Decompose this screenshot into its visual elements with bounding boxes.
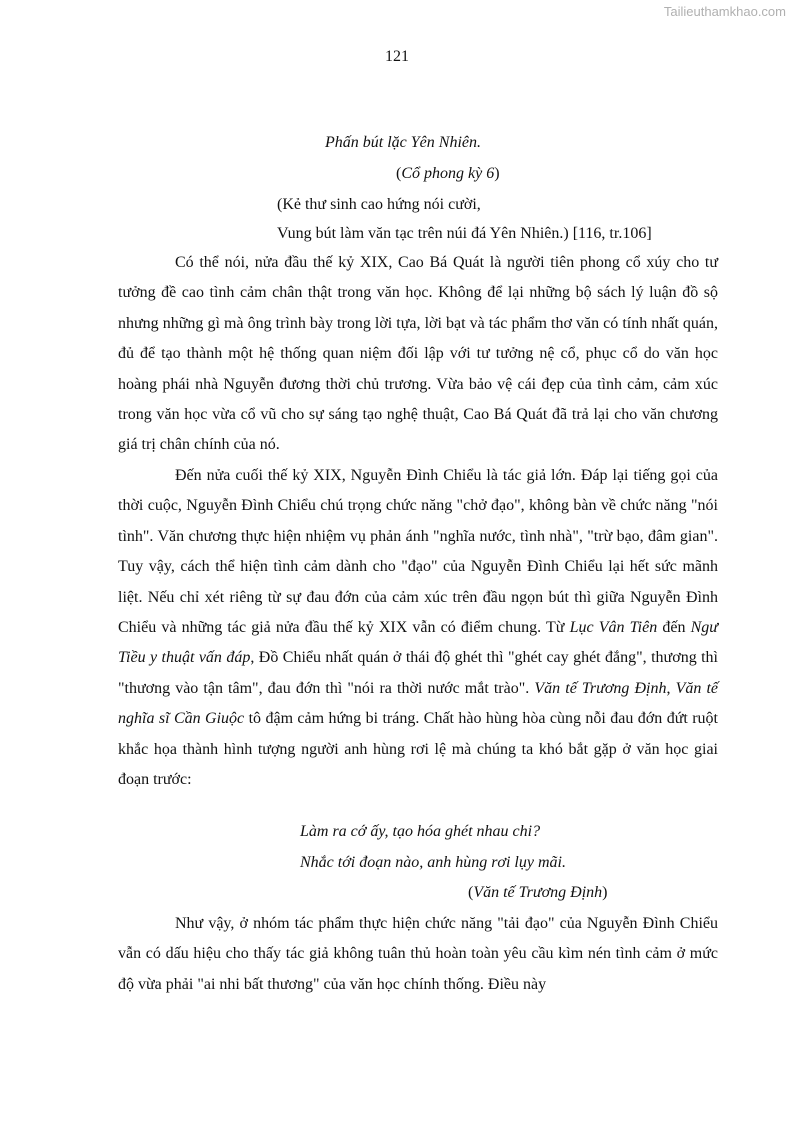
poem1-source: (Cổ phong kỳ 6) [396,165,500,182]
poem1-line1: Phấn bút lặc Yên Nhiên. [325,134,481,151]
poem2-source: (Văn tế Trương Định) [468,884,608,901]
watermark: Tailieuthamkhao.com [663,4,786,19]
page-number: 121 [385,48,409,65]
paragraph-2: Đến nửa cuối thế kỷ XIX, Nguyễn Đình Chiểu là tác giả lớn. Đáp lại tiếng gọi của thời cuộc, Nguyễn Đình Chiểu chú trọng chức năng "chở đạo", không bàn về chức năng "nói tình". Văn chương thực hiện nhiệm vụ phản ánh "nghĩa nước, tình nhà", "trừ bạo, đâm gian". Tuy vậy, cách thể hiện tình cảm dành cho "đạo" của Nguyễn Đình Chiểu lại hết sức mãnh liệt. Nếu chỉ xét riêng từ sự đau đớn của cảm xúc trên đầu ngọn bút thì giữa Nguyễn Đình Chiểu và những tác giả nửa đầu thế kỷ XIX vẫn có điểm chung. Từ Lục Vân Tiên đến Ngư Tiều y thuật vấn đáp, Đồ Chiểu nhất quán ở thái độ ghét thì "ghét cay ghét đắng", thương thì "thương vào tận tâm", đau đớn thì "nói ra thời nước mắt trào". Văn tế Trương Định, Văn tế nghĩa sĩ Cần Giuộc tô đậm cảm hứng bi tráng. Chất hào hùng hòa cùng nỗi đau đớn đứt ruột khắc họa thành hình tượng người anh hùng rơi lệ mà chúng ta khó bắt gặp ở văn học giai đoạn trước: [118,467,719,789]
paragraph-1: Có thể nói, nửa đầu thế kỷ XIX, Cao Bá Quát là người tiên phong cổ xúy cho tư tưởng đề cao tình cảm chân thật trong văn học. Không để lại những bộ sách lý luận đồ sộ nhưng những gì mà ông trình bày trong lời tựa, lời bạt và tác phẩm thơ văn có tính nhất quán, đủ để tạo thành một hệ thống quan niệm đối lập với tư tưởng nệ cổ, phục cổ do văn học hoàng phái nhà Nguyễn đương thời chủ trương. Vừa bảo vệ cái đẹp của tình cảm, cảm xúc trong văn học vừa cổ vũ cho sự sáng tạo nghệ thuật, Cao Bá Quát đã trả lại cho văn chương giá trị chân chính của nó. [118,254,718,454]
poem2-line2: Nhắc tới đoạn nào, anh hùng rơi lụy mãi. [300,854,566,871]
poem2-line1: Làm ra cớ ấy, tạo hóa ghét nhau chi? [300,823,541,840]
poem1-translation-line1: (Kẻ thư sinh cao hứng nói cười, [277,196,481,213]
poem1-translation-line2: Vung bút làm văn tạc trên núi đá Yên Nhiên.) [116, tr.106] [277,225,652,242]
paragraph-3: Như vậy, ở nhóm tác phẩm thực hiện chức năng "tải đạo" của Nguyễn Đình Chiểu vẫn có dấu hiệu cho thấy tác giả không tuân thủ hoàn toàn yêu cầu kìm nén tình cảm ở mức độ vừa phải "ai nhi bất thương" của văn học chính thống. Điều này [118,915,718,993]
